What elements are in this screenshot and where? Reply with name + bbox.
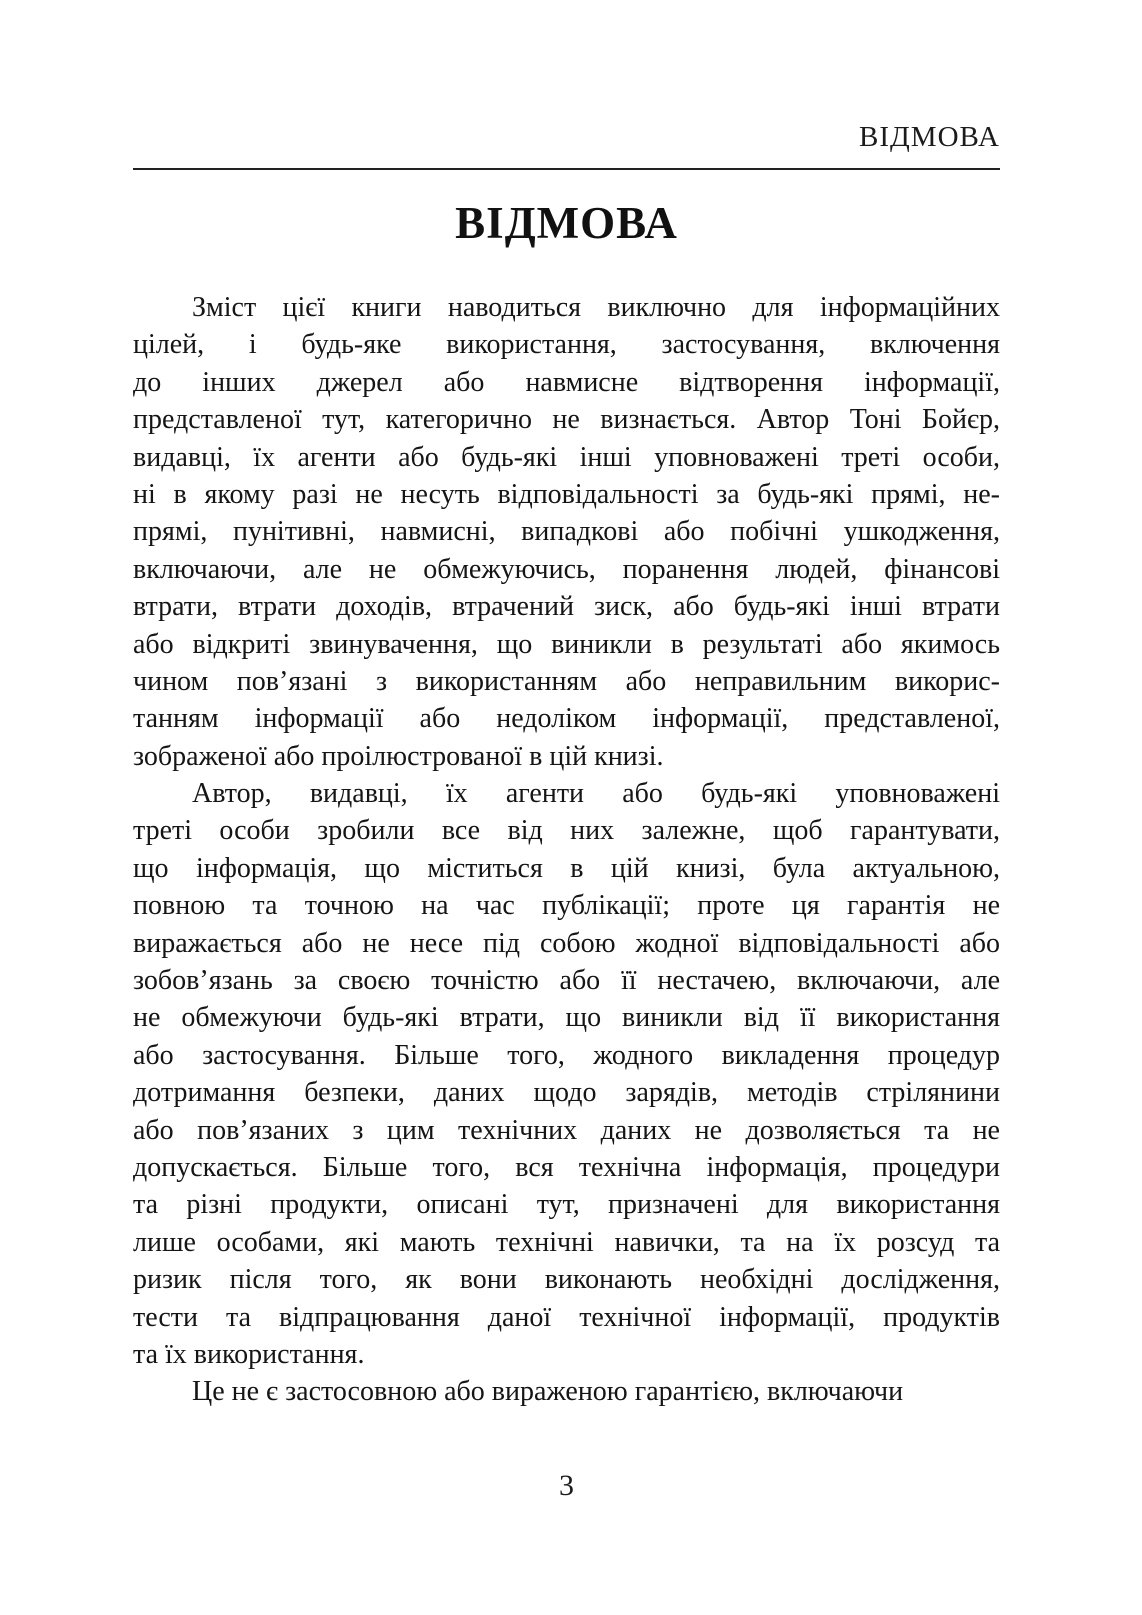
text-line: або застосування. Більше того, жодного викладення процедур bbox=[133, 1039, 1000, 1071]
text-line: представленої тут, категорично не визнається. Автор Тоні Бойєр, bbox=[133, 404, 1000, 436]
page-number: 3 bbox=[559, 1469, 574, 1502]
text-line: Автор, видавці, їх агенти або будь-які уповноважені bbox=[192, 778, 1000, 810]
text-line: втрати, втрати доходів, втрачений зиск, або будь-які інші втрати bbox=[133, 591, 1000, 623]
text-line: або відкриті звинувачення, що виникли в результаті або якимось bbox=[133, 628, 1000, 660]
paragraph bbox=[133, 289, 1000, 775]
header-rule bbox=[133, 168, 1000, 170]
text-line: виражається або не несе під собою жодної відповідальності або bbox=[133, 927, 1000, 959]
text-line: або пов’язаних з цим технічних даних не дозволяється та не bbox=[133, 1114, 1000, 1146]
text-line: Зміст цієї книги наводиться виключно для інформаційних bbox=[192, 292, 1000, 323]
text-line: ні в якому разі не несуть відповідальності за будь-які прямі, не- bbox=[133, 478, 1000, 510]
text-line: та їх використання. bbox=[133, 1338, 365, 1370]
text-line: лише особами, які мають технічні навички, та на їх розсуд та bbox=[133, 1226, 1000, 1258]
text-line: тести та відпрацювання даної технічної інформації, продуктів bbox=[133, 1301, 1000, 1333]
text-line: дотримання безпеки, даних щодо зарядів, методів стрілянини bbox=[133, 1077, 1000, 1109]
text-line: та різні продукти, описані тут, призначені для використання bbox=[133, 1189, 1000, 1221]
text-line: ризик після того, як вони виконають необхідні дослідження, bbox=[133, 1264, 1000, 1296]
page-title: ВІДМОВА bbox=[455, 198, 678, 248]
paragraph bbox=[133, 775, 1000, 1373]
running-header: ВІДМОВА bbox=[859, 121, 1000, 153]
text-line: до інших джерел або навмисне відтворення інформації, bbox=[133, 366, 1000, 398]
text-line: танням інформації або недоліком інформації, представленої, bbox=[133, 703, 1000, 735]
body-text bbox=[133, 289, 1000, 1411]
text-line: цілей, і будь-яке використання, застосування, включення bbox=[133, 329, 1000, 361]
text-line: включаючи, але не обмежуючись, поранення людей, фінансові bbox=[133, 553, 1000, 585]
text-line: треті особи зробили все від них залежне, щоб гарантувати, bbox=[133, 815, 1000, 847]
text-line: повною та точною на час публікації; проте ця гарантія не bbox=[133, 890, 1000, 922]
text-line: чином пов’язані з використанням або неправильним викорис- bbox=[133, 665, 1000, 697]
text-line: Це не є застосовною або вираженою гарантією, включаючи bbox=[192, 1376, 904, 1408]
paragraph bbox=[133, 1373, 1000, 1410]
text-line: прямі, пунітивні, навмисні, випадкові або побічні ушкодження, bbox=[133, 516, 1000, 548]
text-line: зобов’язань за своєю точністю або її нестачею, включаючи, але bbox=[133, 965, 1000, 997]
text-line: не обмежуючи будь-які втрати, що виникли від її використання bbox=[133, 1002, 1000, 1034]
text-line: допускається. Більше того, вся технічна інформація, процедури bbox=[133, 1151, 1000, 1183]
text-line: видавці, їх агенти або будь-які інші уповноважені треті особи, bbox=[133, 441, 1000, 473]
text-line: що інформація, що міститься в цій книзі, була актуальною, bbox=[133, 852, 1000, 884]
text-line: зображеної або проілюстрованої в цій книзі. bbox=[133, 740, 664, 772]
